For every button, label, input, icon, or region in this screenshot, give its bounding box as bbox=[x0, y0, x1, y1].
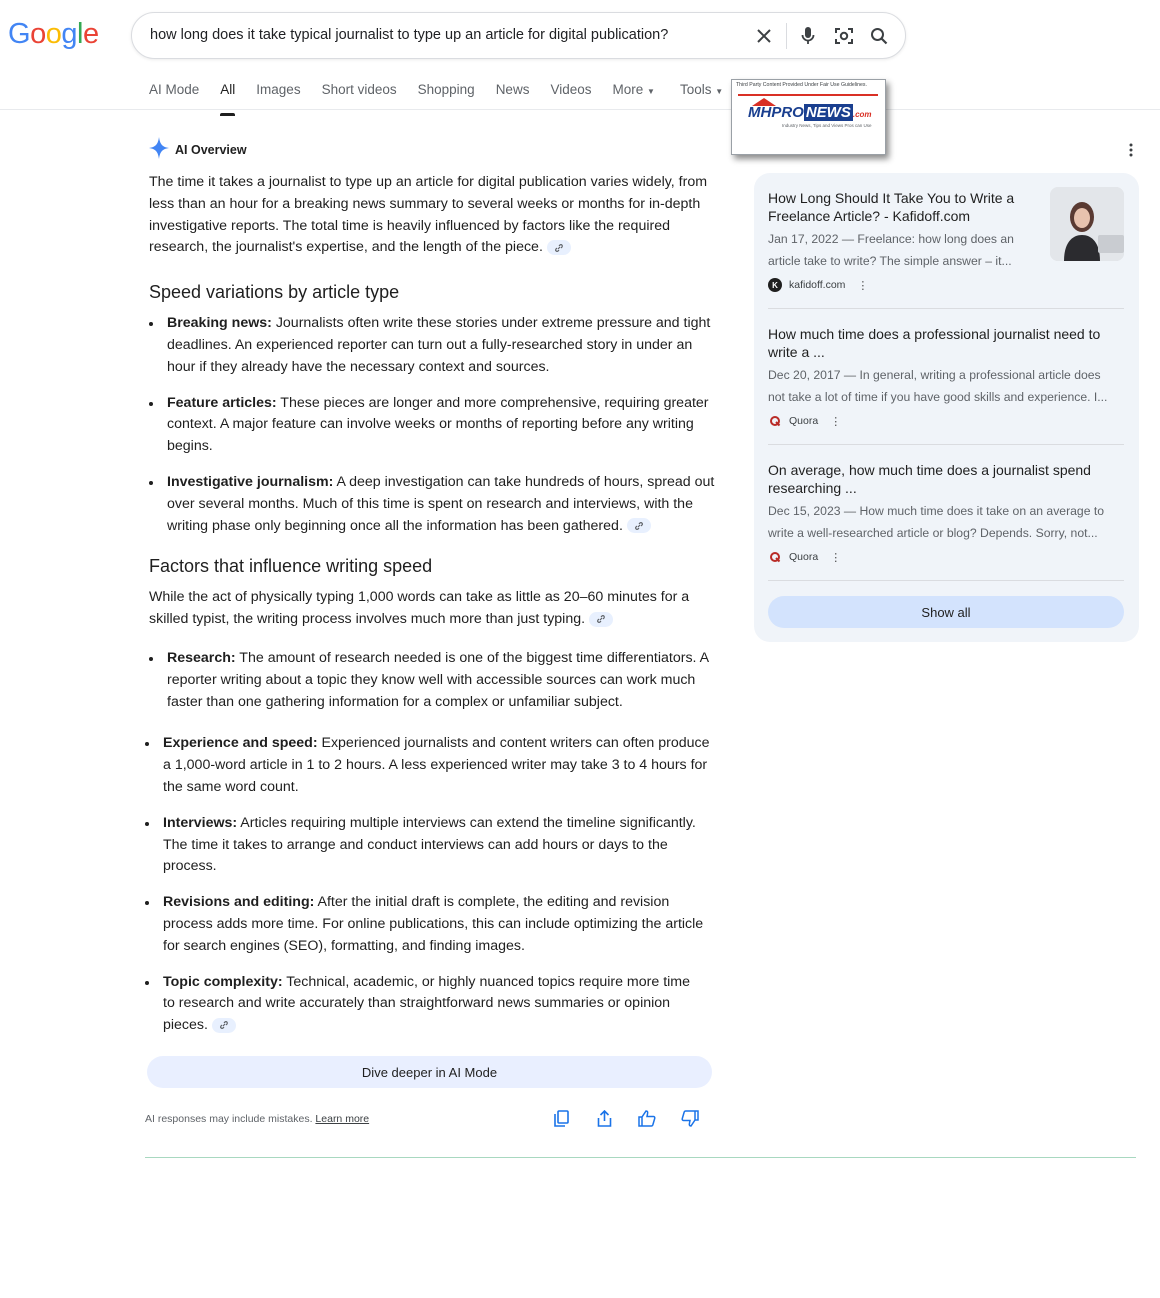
site-favicon: K bbox=[768, 278, 782, 292]
clear-icon[interactable] bbox=[753, 25, 775, 47]
google-logo[interactable] bbox=[8, 18, 99, 51]
list-item bbox=[149, 648, 716, 713]
ai-overview-header bbox=[149, 137, 247, 162]
title-line: write a ... bbox=[768, 344, 825, 360]
tab-tools-label: Tools bbox=[679, 82, 712, 97]
source-card[interactable] bbox=[768, 461, 1124, 564]
logo-letter: e bbox=[82, 18, 99, 50]
list-item bbox=[149, 313, 719, 378]
ai-overview-body bbox=[149, 172, 719, 1037]
source-separator bbox=[768, 308, 1124, 309]
tab-more[interactable] bbox=[613, 82, 655, 108]
ai-overview-title: AI Overview bbox=[175, 142, 247, 157]
fair-use-notice: Third Party Content Provided Under Fair Use Guidelines. bbox=[736, 82, 867, 88]
show-all-button[interactable]: Show all bbox=[768, 596, 1124, 628]
list-item bbox=[145, 972, 705, 1037]
learn-more-link[interactable]: Learn more bbox=[315, 1113, 370, 1125]
header-divider bbox=[0, 109, 1160, 110]
snippet-line: Dec 20, 2017 — In general, writing a professional article does bbox=[768, 368, 1101, 382]
list-term: Interviews: bbox=[163, 814, 238, 831]
share-icon[interactable] bbox=[595, 1109, 613, 1127]
mhpronews-watermark bbox=[731, 79, 886, 155]
source-title[interactable] bbox=[768, 325, 1124, 361]
tab-all[interactable]: All bbox=[220, 82, 235, 108]
factors-intro-text: While the act of physically typing 1,000 words can take as little as 20–60 minutes for a skilled typist, the writing process involves much more than just typing. bbox=[149, 589, 690, 628]
microphone-icon[interactable] bbox=[797, 25, 819, 47]
tab-images[interactable]: Images bbox=[256, 82, 301, 97]
more-vert-icon[interactable]: ⋮ bbox=[830, 551, 842, 564]
list-term: Breaking news: bbox=[167, 315, 272, 332]
list-text: A deep investigation can take hundreds of hours, spread out over several months. Much of this time is spent on research and interviews, with the writing phase only beginning once all the information has been gathered. bbox=[167, 473, 715, 534]
tab-news[interactable]: News bbox=[495, 82, 530, 97]
more-options-icon[interactable] bbox=[1124, 142, 1138, 158]
sparkle-icon bbox=[149, 137, 169, 162]
ai-disclaimer bbox=[145, 1113, 369, 1125]
section-heading: Factors that influence writing speed bbox=[149, 556, 433, 577]
source-separator bbox=[768, 580, 1124, 581]
quora-icon bbox=[768, 550, 782, 564]
disclaimer-text: AI responses may include mistakes. bbox=[145, 1113, 313, 1125]
list-term: Topic complexity: bbox=[163, 973, 283, 990]
caret-down-icon: ▼ bbox=[715, 87, 724, 96]
brand-part: .com bbox=[852, 110, 872, 119]
logo-letter: o bbox=[30, 18, 46, 50]
tab-shopping[interactable]: Shopping bbox=[417, 82, 475, 97]
list-term: Experience and speed: bbox=[163, 735, 318, 752]
more-vert-icon[interactable]: ⋮ bbox=[830, 415, 842, 428]
site-name: Quora bbox=[789, 415, 819, 427]
source-title[interactable] bbox=[768, 461, 1124, 497]
logo-letter: o bbox=[45, 18, 62, 50]
list-item bbox=[149, 393, 719, 458]
source-separator bbox=[768, 444, 1124, 445]
snippet-line: Jan 17, 2022 — Freelance: how long does an bbox=[768, 232, 1014, 246]
article-thumbnail[interactable] bbox=[1050, 187, 1124, 261]
tab-tools[interactable] bbox=[680, 82, 723, 108]
list-term: Revisions and editing: bbox=[163, 894, 315, 911]
snippet-line: Dec 15, 2023 — How much time does it take on an average to bbox=[768, 504, 1105, 518]
search-input[interactable]: how long does it take typical journalist to type up an article for digital publication? bbox=[150, 27, 669, 43]
intro-paragraph bbox=[149, 172, 719, 259]
title-line: How much time does a professional journalist need to bbox=[768, 326, 1101, 342]
list-text: These pieces are longer and more comprehensive, requiring greater context. A major feature can involve weeks or months of reporting before any writing begins. bbox=[167, 394, 709, 455]
watermark-brand bbox=[748, 104, 872, 121]
title-line: On average, how much time does a journalist spend bbox=[768, 462, 1091, 478]
copy-icon[interactable] bbox=[552, 1109, 570, 1127]
source-snippet bbox=[768, 501, 1124, 544]
snippet-line: not take a lot of time if you have good skills and experience. I... bbox=[768, 389, 1108, 404]
quora-icon bbox=[768, 414, 782, 428]
logo-letter: l bbox=[76, 18, 83, 50]
tab-short-videos[interactable]: Short videos bbox=[321, 82, 397, 97]
site-name: kafidoff.com bbox=[789, 279, 846, 291]
caret-down-icon: ▼ bbox=[647, 87, 655, 96]
search-box[interactable] bbox=[131, 12, 906, 59]
link-icon[interactable] bbox=[589, 612, 613, 627]
source-site bbox=[768, 278, 1124, 292]
site-name: Quora bbox=[789, 551, 819, 563]
list-text: Articles requiring multiple interviews can extend the timeline significantly. The time it takes to arrange and conduct interviews can add hours or days to the process. bbox=[163, 814, 696, 875]
list-item bbox=[145, 813, 715, 878]
list-text: Experienced journalists and content writers can often produce a 1,000-word article in 1 to 2 hours. A less experienced writer may take 3 to 4 hours for the same word count. bbox=[163, 735, 710, 795]
source-card[interactable] bbox=[768, 325, 1124, 428]
source-title[interactable]: How Long Should It Take You to Write a Freelance Article? - Kafidoff.com bbox=[768, 190, 1015, 224]
list-item bbox=[145, 892, 715, 957]
source-site bbox=[768, 550, 1124, 564]
more-vert-icon[interactable]: ⋮ bbox=[857, 279, 869, 292]
dive-deeper-button[interactable]: Dive deeper in AI Mode bbox=[147, 1056, 712, 1088]
search-icon[interactable] bbox=[868, 25, 890, 47]
tab-ai-mode[interactable]: AI Mode bbox=[149, 82, 200, 97]
search-tabs bbox=[149, 82, 744, 108]
list-term: Research: bbox=[167, 649, 236, 666]
snippet-line: article take to write? The simple answer – it... bbox=[768, 253, 1012, 268]
thumbs-down-icon[interactable] bbox=[681, 1109, 699, 1127]
source-card[interactable] bbox=[768, 189, 1124, 292]
intro-text: The time it takes a journalist to type up an article for digital publication varies widely, from less than an hour for a breaking news summary to several weeks or months for in-depth investigative reports. The total time is heavily influenced by factors like the required research, the journalist's expertise, and the length of the piece. bbox=[149, 174, 708, 256]
tab-more-label: More bbox=[612, 82, 644, 97]
brand-part: MHPRO bbox=[748, 104, 804, 121]
source-snippet bbox=[768, 365, 1124, 408]
list-text: Journalists often write these stories under extreme pressure and tight deadlines. An experienced reporter can turn out a fully-researched story in under an hour if they already have the necessary context and sources. bbox=[167, 315, 711, 375]
tab-videos[interactable]: Videos bbox=[550, 82, 592, 97]
title-line: researching ... bbox=[768, 480, 857, 496]
brand-part: NEWS bbox=[805, 104, 851, 121]
watermark-rule bbox=[738, 94, 878, 96]
lens-camera-icon[interactable] bbox=[833, 25, 855, 47]
list-term: Feature articles: bbox=[167, 394, 277, 411]
list-term: Investigative journalism: bbox=[167, 473, 334, 490]
link-icon[interactable] bbox=[212, 1018, 236, 1033]
list-text: After the initial draft is complete, the editing and revision process adds more time. For online publications, this can include optimizing the article for search engines (SEO), formatting, and finding images. bbox=[163, 894, 704, 954]
link-icon[interactable] bbox=[547, 240, 571, 255]
list-text: The amount of research needed is one of the biggest time differentiators. A reporter writing about a topic they know well with accessible sources can work much faster than one gathering information for a complex or unfamiliar subject. bbox=[167, 649, 709, 710]
section-heading: Speed variations by article type bbox=[149, 282, 400, 303]
snippet-line: write a well-researched article or blog? Depends. Sorry, not... bbox=[768, 525, 1098, 540]
search-divider bbox=[786, 23, 787, 49]
list-item bbox=[149, 472, 719, 537]
sources-panel bbox=[754, 173, 1139, 642]
link-icon[interactable] bbox=[627, 518, 651, 533]
section-divider bbox=[145, 1157, 1136, 1158]
watermark-tagline: Industry News, Tips and Views Pros can Use bbox=[782, 123, 872, 128]
factors-intro bbox=[149, 587, 719, 631]
list-item bbox=[145, 733, 715, 798]
logo-letter: g bbox=[61, 18, 77, 50]
source-site bbox=[768, 414, 1124, 428]
list-text: Technical, academic, or highly nuanced topics require more time to research and write accurately than straightforward news summaries or opinion pieces. bbox=[163, 973, 691, 1034]
thumbs-up-icon[interactable] bbox=[638, 1109, 656, 1127]
logo-letter: G bbox=[8, 18, 31, 50]
